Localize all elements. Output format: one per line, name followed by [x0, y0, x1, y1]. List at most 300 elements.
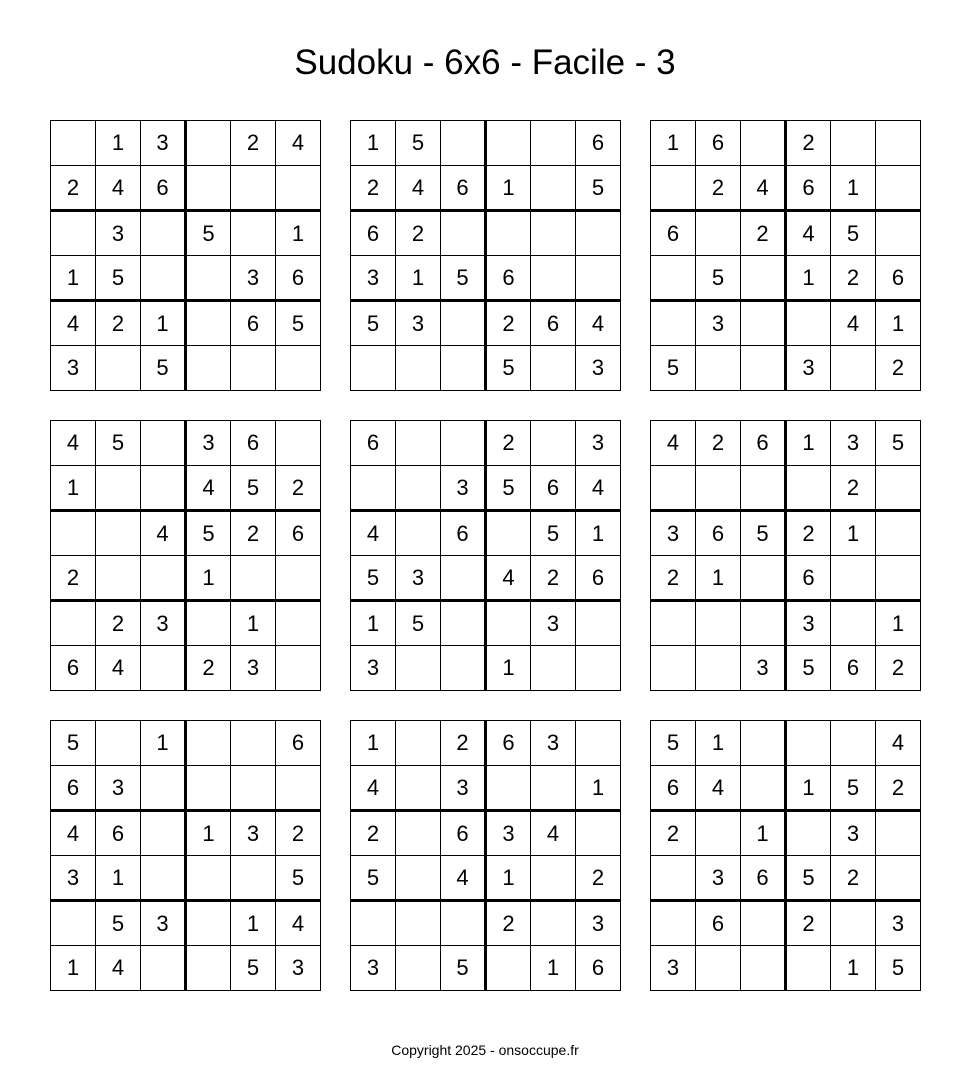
grid-cell: 1	[276, 211, 321, 256]
grid-cell: 3	[786, 346, 831, 391]
grid-row	[51, 601, 321, 646]
grid-cell: 1	[786, 421, 831, 466]
grid-cell: 4	[786, 211, 831, 256]
grid-cell: 3	[741, 646, 786, 691]
grid-cell	[141, 856, 186, 901]
grid-cell: 1	[651, 121, 696, 166]
grid-cell	[741, 601, 786, 646]
grid-cell: 1	[531, 946, 576, 991]
grid-row	[651, 511, 921, 556]
grid-cell	[831, 901, 876, 946]
grid-cell	[876, 811, 921, 856]
grid-cell	[51, 511, 96, 556]
grid-cell	[531, 856, 576, 901]
grid-cell: 4	[186, 466, 231, 511]
grid-cell: 2	[876, 646, 921, 691]
grid-cell: 2	[51, 166, 96, 211]
grid-cell: 5	[396, 121, 441, 166]
grid-cell: 4	[51, 301, 96, 346]
grid-cell: 6	[531, 301, 576, 346]
grid-cell	[186, 346, 231, 391]
grid-cell	[441, 556, 486, 601]
grid-cell: 4	[276, 121, 321, 166]
grid-cell	[486, 121, 531, 166]
grid-row	[351, 166, 621, 211]
grid-cell: 6	[276, 721, 321, 766]
grid-cell: 5	[786, 856, 831, 901]
grid-cell: 6	[696, 121, 741, 166]
grid-cell: 4	[486, 556, 531, 601]
grid-cell: 5	[696, 256, 741, 301]
grid-cell: 1	[831, 946, 876, 991]
grid-row	[351, 466, 621, 511]
grid-cell: 3	[141, 121, 186, 166]
grid-cell: 2	[876, 766, 921, 811]
grid-row	[351, 601, 621, 646]
grid-cell: 3	[351, 646, 396, 691]
grid-row	[651, 466, 921, 511]
grid-cell	[876, 556, 921, 601]
grid-cell: 1	[876, 301, 921, 346]
grid-cell: 4	[96, 946, 141, 991]
grid-cell	[576, 211, 621, 256]
grid-cell: 2	[396, 211, 441, 256]
grid-row	[351, 856, 621, 901]
grid-cell: 5	[351, 301, 396, 346]
grid-cell	[486, 766, 531, 811]
grid-cell	[141, 256, 186, 301]
grid-cell: 3	[696, 856, 741, 901]
grid-cell	[396, 421, 441, 466]
grid-cell	[486, 211, 531, 256]
grid-cell	[531, 211, 576, 256]
grid-cell: 2	[831, 466, 876, 511]
grid-cell	[651, 166, 696, 211]
grid-cell	[396, 721, 441, 766]
sudoku-grid-2	[350, 120, 621, 391]
grid-row	[651, 946, 921, 991]
grid-row	[651, 256, 921, 301]
grid-row	[351, 511, 621, 556]
grid-cell: 4	[741, 166, 786, 211]
grid-cell	[276, 166, 321, 211]
grid-cell	[231, 211, 276, 256]
grid-cell: 2	[486, 301, 531, 346]
grid-cell	[696, 946, 741, 991]
grid-row	[51, 466, 321, 511]
grid-cell: 1	[876, 601, 921, 646]
grid-cell: 2	[696, 421, 741, 466]
grid-cell: 1	[831, 511, 876, 556]
grid-cell: 6	[231, 301, 276, 346]
grid-row	[51, 301, 321, 346]
grid-cell	[651, 901, 696, 946]
grid-cell	[396, 856, 441, 901]
grid-cell	[531, 766, 576, 811]
grid-cell	[831, 346, 876, 391]
grid-cell: 3	[486, 811, 531, 856]
grid-cell: 6	[696, 901, 741, 946]
grid-cell	[141, 556, 186, 601]
grid-cell: 5	[96, 901, 141, 946]
grid-row	[351, 946, 621, 991]
grid-cell	[741, 301, 786, 346]
grid-cell	[576, 256, 621, 301]
grid-cell: 5	[186, 211, 231, 256]
grid-row	[651, 601, 921, 646]
grid-cell: 1	[231, 901, 276, 946]
grid-cell	[876, 211, 921, 256]
grid-cell: 1	[96, 856, 141, 901]
grid-cell	[696, 211, 741, 256]
grid-row	[51, 721, 321, 766]
sudoku-grid-1	[50, 120, 321, 391]
grid-cell: 1	[96, 121, 141, 166]
sudoku-table	[50, 120, 321, 391]
grid-row	[51, 646, 321, 691]
grid-row	[51, 556, 321, 601]
grid-cell	[876, 856, 921, 901]
grid-cell: 5	[396, 601, 441, 646]
grid-cell: 5	[441, 946, 486, 991]
grid-row	[651, 901, 921, 946]
grid-cell: 6	[651, 211, 696, 256]
grid-row	[51, 166, 321, 211]
sudoku-table	[50, 420, 321, 691]
grid-cell: 5	[651, 346, 696, 391]
grid-cell: 1	[786, 766, 831, 811]
grid-cell: 6	[441, 511, 486, 556]
grid-cell	[531, 421, 576, 466]
grid-cell: 2	[651, 556, 696, 601]
grid-cell	[231, 856, 276, 901]
grid-cell: 2	[786, 901, 831, 946]
grid-cell	[576, 646, 621, 691]
grid-cell: 3	[576, 346, 621, 391]
grid-cell	[696, 346, 741, 391]
grid-row	[351, 346, 621, 391]
grid-cell: 5	[96, 256, 141, 301]
grid-row	[651, 811, 921, 856]
grid-cell: 6	[351, 211, 396, 256]
grid-cell	[231, 346, 276, 391]
grid-cell: 3	[831, 811, 876, 856]
sudoku-grid-5	[350, 420, 621, 691]
grid-cell: 2	[486, 421, 531, 466]
grid-cell: 3	[231, 256, 276, 301]
grid-cell: 2	[486, 901, 531, 946]
grid-cell: 3	[531, 601, 576, 646]
grid-cell	[396, 511, 441, 556]
grid-row	[351, 256, 621, 301]
sudoku-grid-6	[650, 420, 921, 691]
grid-cell	[831, 601, 876, 646]
grid-cell: 3	[441, 766, 486, 811]
grid-cell	[786, 301, 831, 346]
grid-cell: 6	[531, 466, 576, 511]
grid-cell: 3	[186, 421, 231, 466]
grid-cell: 6	[786, 166, 831, 211]
grid-cell: 1	[186, 811, 231, 856]
grid-cell: 4	[141, 511, 186, 556]
grid-cell	[651, 256, 696, 301]
grid-cell	[786, 466, 831, 511]
grid-cell	[876, 121, 921, 166]
grid-cell	[141, 421, 186, 466]
grid-row	[351, 811, 621, 856]
grid-cell	[186, 856, 231, 901]
grid-cell	[696, 646, 741, 691]
grid-cell	[576, 601, 621, 646]
grid-cell: 1	[351, 721, 396, 766]
grid-cell	[441, 346, 486, 391]
grid-cell	[186, 256, 231, 301]
grid-row	[351, 766, 621, 811]
grid-cell	[441, 421, 486, 466]
grid-row	[51, 511, 321, 556]
grid-cell: 2	[651, 811, 696, 856]
grid-cell: 2	[231, 121, 276, 166]
sudoku-grid-3	[650, 120, 921, 391]
grid-cell: 2	[831, 856, 876, 901]
grid-cell: 6	[741, 421, 786, 466]
grid-cell: 6	[441, 811, 486, 856]
grid-cell: 2	[186, 646, 231, 691]
grid-cell: 3	[651, 946, 696, 991]
grid-cell: 4	[351, 766, 396, 811]
grid-cell: 3	[231, 646, 276, 691]
grid-cell	[186, 766, 231, 811]
grid-cell: 1	[486, 856, 531, 901]
grid-cell	[786, 721, 831, 766]
grid-cell: 4	[876, 721, 921, 766]
grid-cell	[276, 766, 321, 811]
grid-cell: 1	[831, 166, 876, 211]
grid-cell: 6	[351, 421, 396, 466]
grid-cell: 6	[96, 811, 141, 856]
grid-cell	[531, 256, 576, 301]
grid-cell: 2	[96, 601, 141, 646]
grid-row	[351, 556, 621, 601]
grid-row	[651, 211, 921, 256]
grid-row	[351, 301, 621, 346]
grid-cell	[741, 466, 786, 511]
grid-cell: 2	[531, 556, 576, 601]
grid-cell: 3	[786, 601, 831, 646]
grid-cell: 2	[876, 346, 921, 391]
grid-cell: 2	[351, 811, 396, 856]
grid-cell: 5	[741, 511, 786, 556]
grid-cell	[441, 901, 486, 946]
grid-cell	[741, 901, 786, 946]
grid-cell	[51, 601, 96, 646]
grid-cell	[141, 466, 186, 511]
grid-row	[351, 721, 621, 766]
sudoku-grid-9	[650, 720, 921, 991]
grid-cell	[576, 811, 621, 856]
sudoku-table	[650, 720, 921, 991]
grid-row	[51, 946, 321, 991]
grid-cell: 5	[186, 511, 231, 556]
grid-cell: 5	[576, 166, 621, 211]
grid-cell	[276, 421, 321, 466]
grid-cell: 3	[51, 856, 96, 901]
grid-row	[651, 121, 921, 166]
grid-cell: 5	[651, 721, 696, 766]
grid-cell: 6	[651, 766, 696, 811]
grid-cell	[651, 466, 696, 511]
sudoku-grid-4	[50, 420, 321, 691]
grid-cell: 6	[696, 511, 741, 556]
grid-cell: 6	[231, 421, 276, 466]
grid-cell: 6	[276, 256, 321, 301]
grid-cell	[276, 556, 321, 601]
grid-cell: 6	[141, 166, 186, 211]
grid-row	[51, 256, 321, 301]
grid-cell: 2	[231, 511, 276, 556]
grid-cell: 3	[96, 211, 141, 256]
grid-cell: 1	[696, 556, 741, 601]
grid-cell: 2	[441, 721, 486, 766]
grid-row	[651, 646, 921, 691]
grid-cell	[741, 256, 786, 301]
grid-cell: 3	[441, 466, 486, 511]
grid-cell	[141, 946, 186, 991]
grid-row	[51, 901, 321, 946]
grid-cell: 5	[831, 766, 876, 811]
grid-cell: 2	[276, 466, 321, 511]
grid-cell: 5	[876, 421, 921, 466]
grid-row	[651, 766, 921, 811]
grid-row	[51, 766, 321, 811]
grid-cell: 6	[786, 556, 831, 601]
grid-cell	[276, 601, 321, 646]
grid-cell	[741, 121, 786, 166]
grid-cell: 3	[531, 721, 576, 766]
grid-cell	[51, 211, 96, 256]
grid-cell: 5	[486, 346, 531, 391]
grid-cell: 3	[141, 901, 186, 946]
grid-cell	[696, 811, 741, 856]
grid-cell: 1	[486, 646, 531, 691]
grid-cell: 3	[576, 421, 621, 466]
grid-cell	[876, 466, 921, 511]
grid-cell: 5	[531, 511, 576, 556]
grid-row	[351, 901, 621, 946]
grid-cell: 5	[441, 256, 486, 301]
grid-cell: 6	[576, 121, 621, 166]
grid-cell: 1	[576, 511, 621, 556]
grid-cell: 5	[831, 211, 876, 256]
grid-row	[651, 301, 921, 346]
grid-cell	[741, 766, 786, 811]
grid-cell: 1	[51, 946, 96, 991]
grid-cell	[741, 721, 786, 766]
sudoku-table	[50, 720, 321, 991]
grid-cell: 4	[531, 811, 576, 856]
grid-cell: 1	[351, 121, 396, 166]
grid-cell: 3	[51, 346, 96, 391]
grid-cell: 1	[576, 766, 621, 811]
grid-cell: 4	[441, 856, 486, 901]
grid-cell: 1	[141, 301, 186, 346]
grid-cell: 2	[51, 556, 96, 601]
grid-cell: 4	[96, 646, 141, 691]
sudoku-grid-8	[350, 720, 621, 991]
grid-cell: 2	[831, 256, 876, 301]
grid-cell: 6	[51, 646, 96, 691]
grid-cell	[276, 346, 321, 391]
grid-cell	[96, 511, 141, 556]
grid-cell	[531, 166, 576, 211]
grid-cell: 1	[351, 601, 396, 646]
grid-cell	[186, 301, 231, 346]
grid-cell: 5	[486, 466, 531, 511]
sudoku-table	[350, 120, 621, 391]
grid-cell	[876, 166, 921, 211]
sudoku-table	[350, 720, 621, 991]
grid-row	[351, 121, 621, 166]
grid-cell: 4	[831, 301, 876, 346]
grid-cell	[786, 946, 831, 991]
grid-cell	[831, 121, 876, 166]
grid-cell	[396, 766, 441, 811]
grid-cell: 5	[231, 946, 276, 991]
grid-cell	[696, 466, 741, 511]
grid-cell: 3	[696, 301, 741, 346]
sudoku-table	[350, 420, 621, 691]
grid-cell: 2	[786, 511, 831, 556]
grid-cell: 1	[741, 811, 786, 856]
grid-cell: 2	[696, 166, 741, 211]
grid-cell: 1	[231, 601, 276, 646]
grid-cell	[696, 601, 741, 646]
grid-cell	[741, 556, 786, 601]
grid-cell: 6	[576, 946, 621, 991]
grid-cell: 6	[831, 646, 876, 691]
grid-cell	[276, 646, 321, 691]
grid-cell	[396, 646, 441, 691]
grid-cell: 6	[576, 556, 621, 601]
grid-cell: 5	[276, 301, 321, 346]
grid-cell: 5	[351, 556, 396, 601]
grid-cell: 6	[741, 856, 786, 901]
grid-cell	[831, 721, 876, 766]
grid-cell: 2	[576, 856, 621, 901]
grid-cell	[231, 766, 276, 811]
grid-cell	[51, 121, 96, 166]
grid-cell	[351, 466, 396, 511]
grid-cell: 6	[276, 511, 321, 556]
grid-cell	[741, 346, 786, 391]
grid-cell	[351, 346, 396, 391]
grid-cell: 6	[486, 721, 531, 766]
grid-cell	[876, 511, 921, 556]
grid-cell	[141, 766, 186, 811]
grid-cell	[396, 901, 441, 946]
grid-cell	[186, 901, 231, 946]
grid-cell	[531, 346, 576, 391]
grid-cell	[396, 466, 441, 511]
grid-cell: 5	[786, 646, 831, 691]
grid-cell	[96, 346, 141, 391]
grid-cell: 1	[186, 556, 231, 601]
grid-row	[51, 346, 321, 391]
grid-cell	[831, 556, 876, 601]
grid-cell	[576, 721, 621, 766]
grid-cell: 3	[876, 901, 921, 946]
grid-cell: 3	[351, 256, 396, 301]
